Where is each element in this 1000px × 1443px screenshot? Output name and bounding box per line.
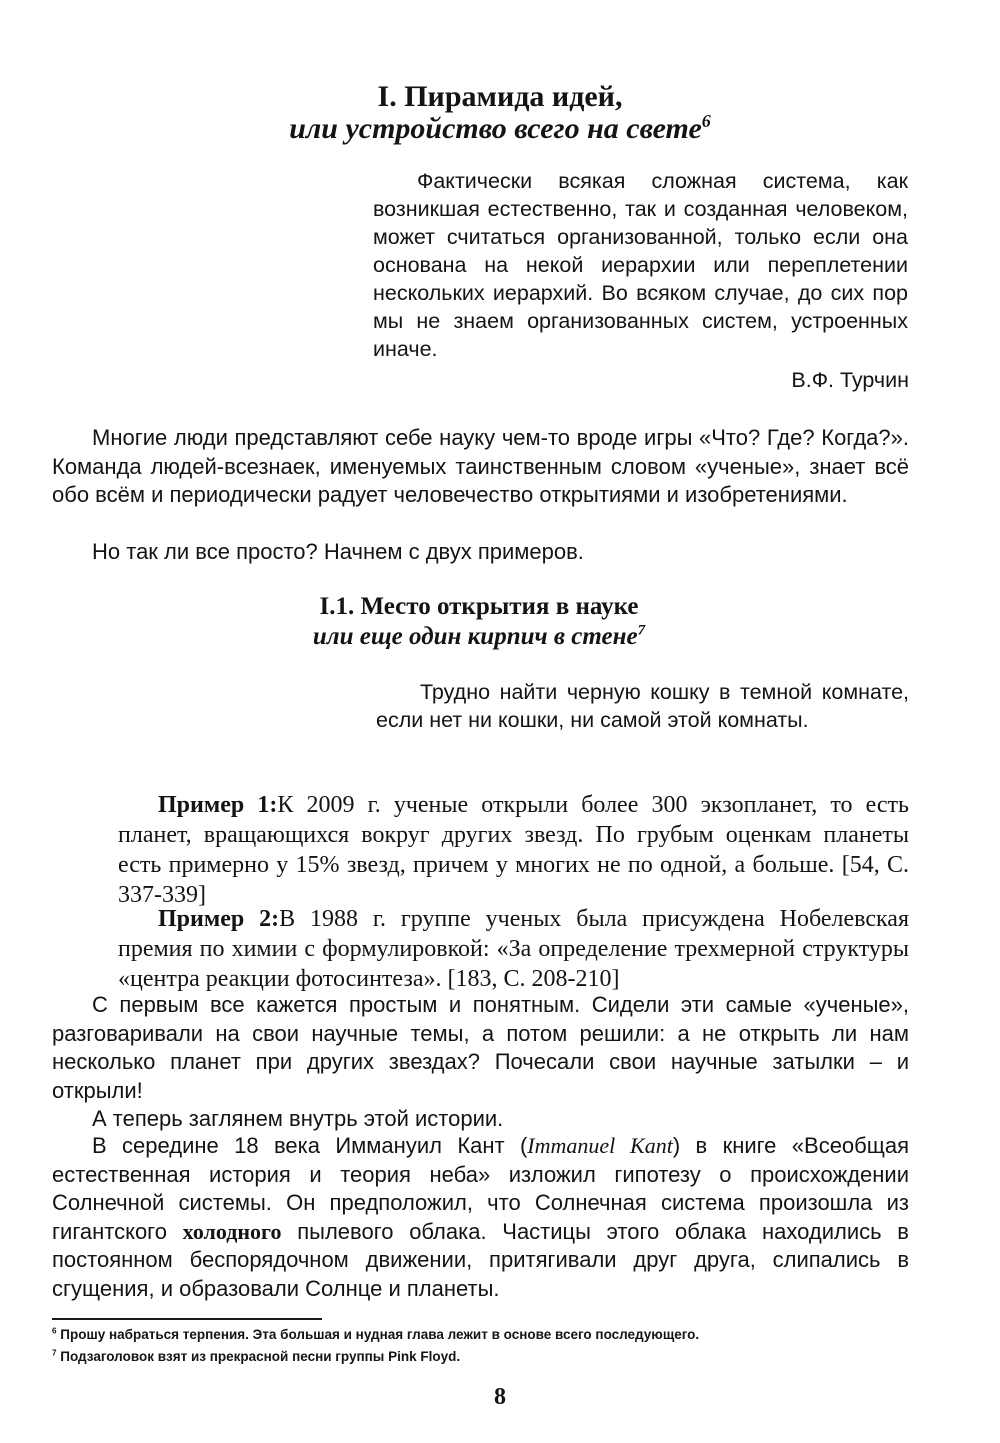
example-text: К 2009 г. ученые открыли более 300 экзопланет, то есть планет, вращающихся вокруг других звезд. По грубым оценкам планеты есть примерно у 15% звезд, причем у многих не по одной, а больше. [54, С. 337-339] <box>118 792 909 908</box>
chapter-title: I. Пирамида идей, <box>377 80 623 113</box>
footnote-ref-6[interactable]: 6 <box>701 111 711 131</box>
example-2 <box>118 904 909 994</box>
body-paragraph-3: В середине 18 века Иммануил Кант (Immanuel Kant) в книге «Всеобщая естественная история и теория неба» изложил гипотезу о происхождении Солнечной системы. Он предположил, что Солнечная система произошла из гигантского холодного пылевого облака. Частицы этого облака находились в постоянном беспорядочном движении, притягивали друг друга, слипались в сгущения, и образовали Солнце и планеты. <box>52 1133 910 1301</box>
intro-paragraph: Многие люди представляют себе науку чем-то вроде игры «Что? Где? Когда?». Команда людей-всезнаек, именуемых таинственным словом «ученые», знает всё обо всём и периодически радует человечество открытиями и изобретениями. <box>52 425 909 508</box>
chapter-subtitle: или устройство всего на свете$^6$ <box>289 111 711 145</box>
example-1 <box>118 790 909 910</box>
section-title: I.1. Место открытия в науке <box>319 593 639 620</box>
example-label: Пример 1: <box>158 792 278 818</box>
epigraph-author: В.Ф. Турчин <box>791 368 909 392</box>
page-number: 8 <box>494 1384 506 1410</box>
footnote-7: $^7$ Подзаголовок взят из прекрасной песни группы Pink Floyd. <box>52 1348 461 1364</box>
section-subtitle: или еще один кирпич в стене$^7$ <box>312 622 646 650</box>
footnote-6: $^6$ Прошу набраться терпения. Эта большая и нудная глава лежит в основе всего последующего. <box>52 1326 700 1342</box>
epigraph-quote: Фактически всякая сложная система, как возникшая естественно, так и созданная человеком, может считаться организованной, только если она основана на некой иерархии или переплетении нескольких иерархий. Во всяком случае, до сих пор мы не знаем организованных систем, устроенных иначе. <box>373 169 908 361</box>
body-paragraph-1: С первым все кажется простым и понятным. Сидели эти самые «ученые», разговаривали на свои научные темы, а потом решили: а не открыть ли нам несколько планет при других звездах? Почесали свои научные затылки – и открыли! <box>52 992 909 1103</box>
footnote-divider <box>52 1318 322 1320</box>
section-epigraph: Трудно найти черную кошку в темной комнате, если нет ни кошки, ни самой этой комнаты. <box>376 680 909 732</box>
intro-question: Но так ли все просто? Начнем с двух примеров. <box>92 539 584 564</box>
footnote-ref-7[interactable]: 7 <box>637 622 646 639</box>
kant-name: Immanuel Kant <box>527 1133 673 1158</box>
emphasis-cold: холодного <box>182 1218 282 1244</box>
example-label: Пример 2: <box>158 906 280 932</box>
body-paragraph-2: А теперь заглянем внутрь этой истории. <box>92 1106 504 1131</box>
example-text: В 1988 г. группе ученых была присуждена Нобелевская премия по химии с формулировкой: «За определение трехмерной структуры «центра реакции фотосинтеза». [183, С. 208-210] <box>118 906 909 992</box>
